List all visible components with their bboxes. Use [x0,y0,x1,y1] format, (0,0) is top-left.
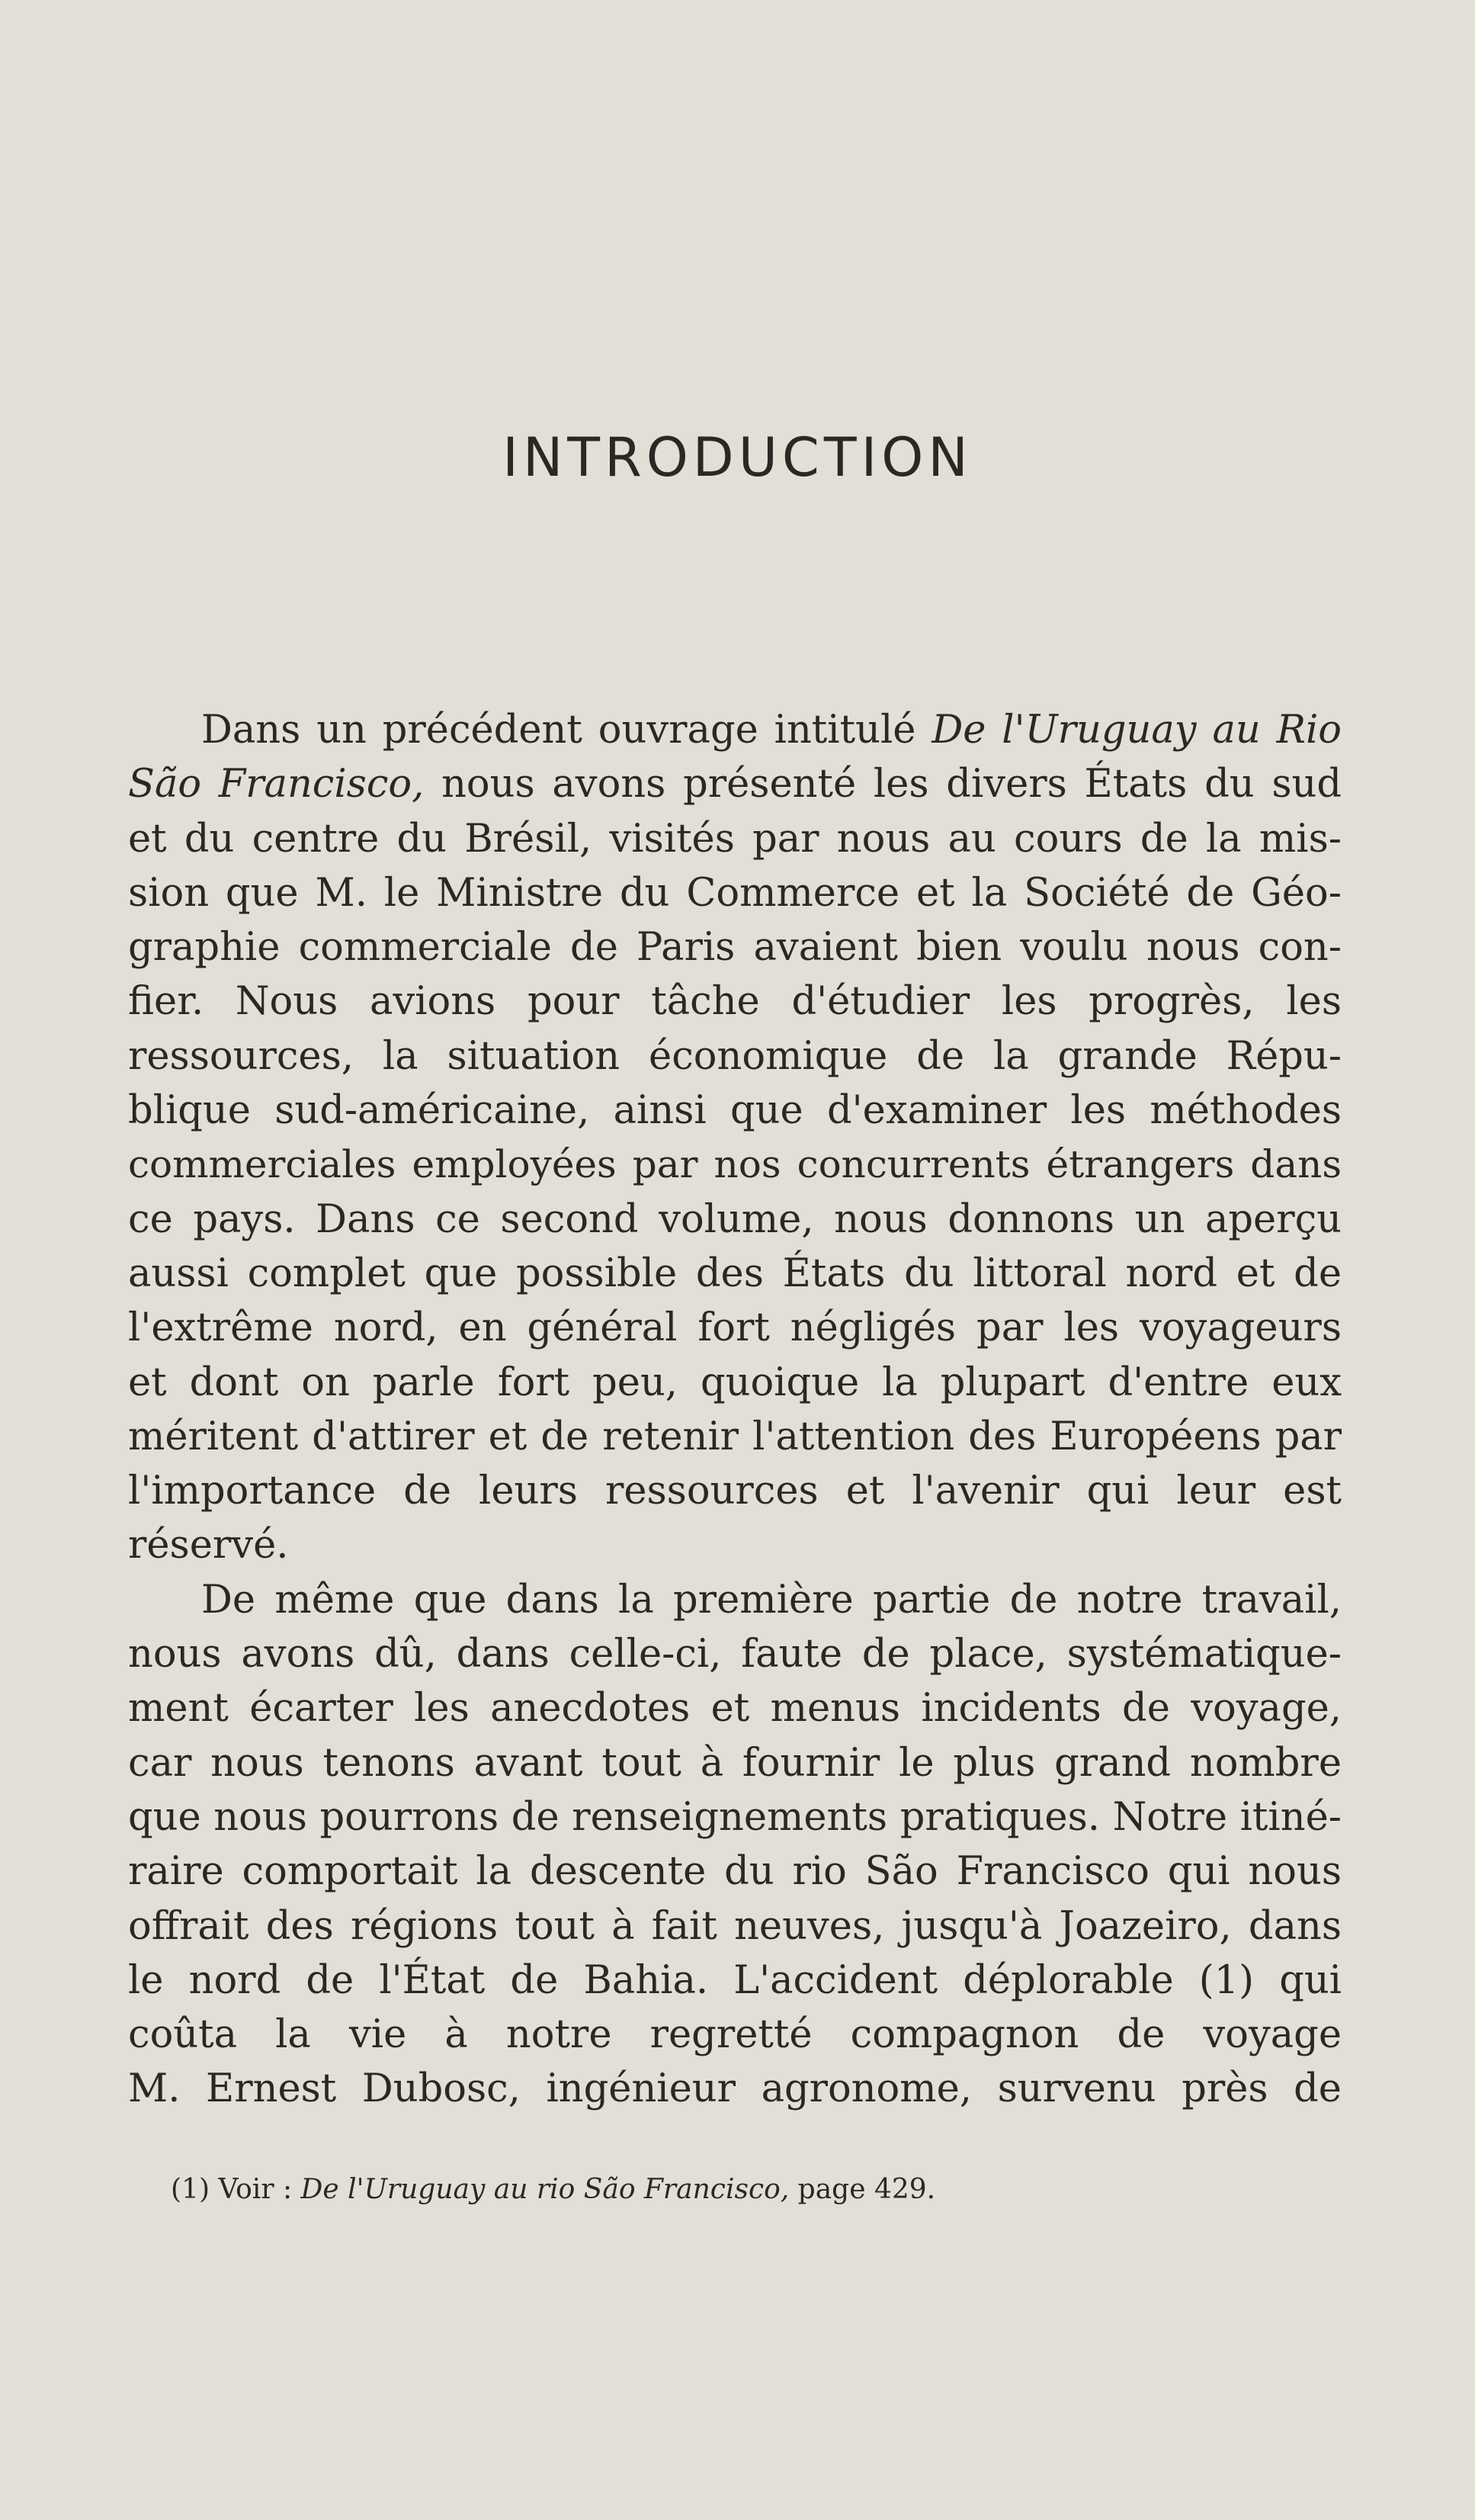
text-line: et dont on parle fort peu, quoique la plupart d'entre eux [128,1360,1342,1405]
text-line: ressources, la situation économique de la grande Répu- [128,1033,1342,1079]
text-line: fier. Nous avions pour tâche d'étudier les progrès, les [128,979,1342,1025]
text-line: M. Ernest Dubosc, ingénieur agronome, survenu près de [128,2066,1342,2112]
text-line: ce pays. Dans ce second volume, nous donnons un aperçu [128,1196,1342,1242]
text-line: raire comportait la descente du rio São Francisco qui nous [128,1849,1342,1895]
footnote [171,2172,935,2208]
text-line: et du centre du Brésil, visités par nous au cours de la mis- [128,816,1342,862]
text-line: graphie commerciale de Paris avaient bien voulu nous con- [128,925,1342,971]
text-line: sion que M. le Ministre du Commerce et la Société de Géo- [128,870,1342,916]
page-title: INTRODUCTION [502,426,973,489]
text-line: offrait des régions tout à fait neuves, jusqu'à Joazeiro, dans [128,1903,1342,1949]
footnote-page: page 429. [789,2174,936,2205]
text-line: le nord de l'État de Bahia. L'accident déplorable (1) qui [128,1957,1342,2003]
text-line: blique sud-américaine, ainsi que d'examiner les méthodes [128,1088,1342,1134]
text-line: car nous tenons avant tout à fournir le plus grand nombre [128,1740,1342,1786]
text-line: que nous pourrons de renseignements pratiques. Notre itiné- [128,1794,1342,1840]
text-line: ment écarter les anecdotes et menus incidents de voyage, [128,1686,1342,1732]
text-line: De même que dans la première partie de notre travail, [201,1577,1342,1623]
text-line: l'importance de leurs ressources et l'avenir qui leur est [128,1469,1342,1514]
text-line: méritent d'attirer et de retenir l'attention des Européens par [128,1414,1342,1459]
text-line: Dans un précédent ouvrage intitulé De l'Uruguay au Rio [201,708,1342,753]
footnote-reference-title: De l'Uruguay au rio São Francisco, [300,2174,790,2205]
text-line: São Francisco, nous avons présenté les divers États du sud [128,762,1342,807]
text-line: l'extrême nord, en général fort négligés par les voyageurs [128,1305,1342,1351]
text-line: aussi complet que possible des États du littoral nord et de [128,1250,1342,1296]
text-line: réservé. [128,1523,289,1568]
body-text [128,703,1342,2117]
text-line: commerciales employées par nos concurrents étrangers dans [128,1142,1342,1187]
text-line: coûta la vie à notre regretté compagnon de voyage [128,2012,1342,2058]
footnote-marker: (1) Voir : [171,2174,301,2205]
text-line: nous avons dû, dans celle-ci, faute de place, systématique- [128,1632,1342,1677]
